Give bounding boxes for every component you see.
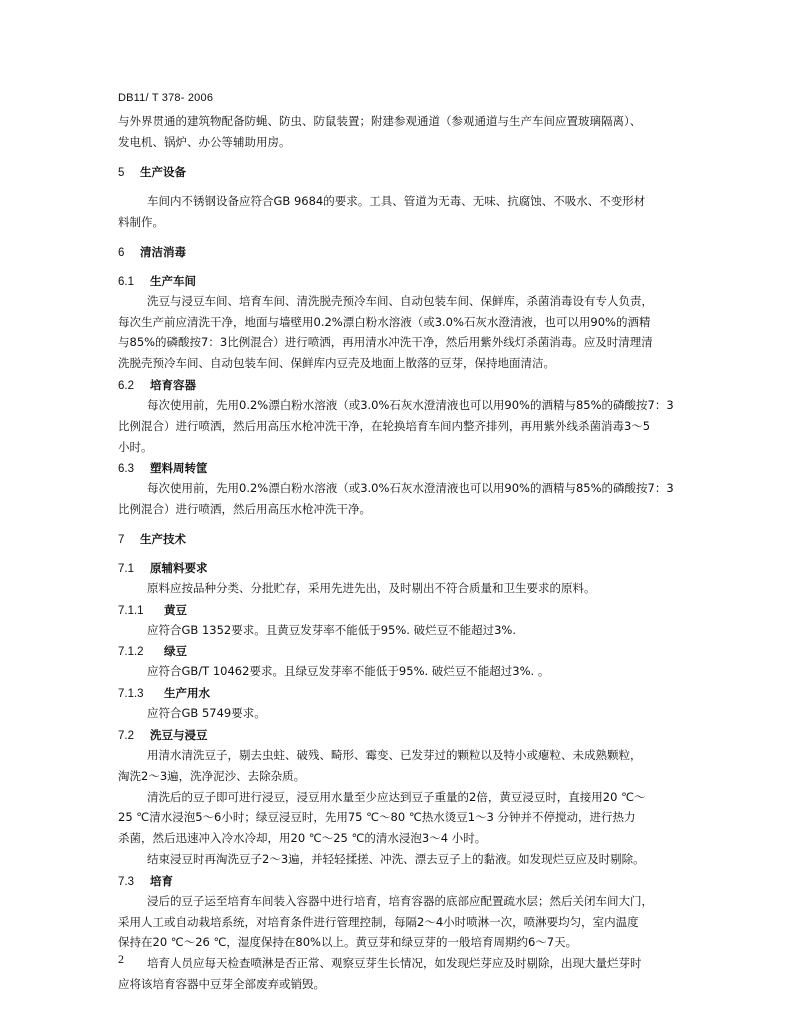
subsection-number: 6.2 [118,379,134,392]
subsection-title: 原辅料要求 [150,560,208,575]
paragraph-line: 保持在20 ℃～26 ℃，湿度保持在80%以上。黄豆芽和绿豆芽的一般培育周期约6～7天。 [118,935,578,950]
section-heading-7 [118,529,700,551]
subsection-title: 生产车间 [150,273,196,288]
section-title: 生产设备 [140,164,186,179]
section-title: 生产技术 [140,531,186,546]
subsubsection-heading-7-1-3 [118,684,700,703]
subsubsection-number: 7.1.2 [118,646,144,659]
section-heading-6 [118,242,700,264]
section-number: 6 [118,246,125,259]
paragraph-line: 发电机、锅炉、办公等辅助用房。 [118,134,291,149]
section-number: 5 [118,166,125,179]
subsubsection-title: 黄豆 [164,602,187,617]
subsection-title: 培育容器 [150,377,196,392]
paragraph-line: 原料应按品种分类、分批贮存，采用先进先出，及时剔出不符合质量和卫生要求的原料。 [147,580,596,595]
paragraph-line: 清洗后的豆子即可进行浸豆，浸豆用水量至少应达到豆子重量的2倍，黄豆浸豆时，直接用20 ℃～ [147,789,646,804]
subsubsection-number: 7.1.1 [118,604,144,617]
paragraph-line: 洗豆与浸豆车间、培育车间、清洗脱壳预冷车间、自动包装车间、保鲜库，杀菌消毒设有专人负责， [147,293,653,308]
page-number: 2 [118,952,124,966]
subsubsection-heading-7-1-2 [118,642,700,661]
subsection-title: 塑料周转筐 [150,461,208,476]
subsection-heading-6-1 [118,272,700,291]
subsection-title: 培育 [150,873,173,888]
paragraph-line: 应符合GB 5749要求。 [147,706,266,721]
paragraph-line: 车间内不锈钢设备应符合GB 9684的要求。工具、管道为无毒、无味、抗腐蚀、不吸水、不变形材 [147,194,646,209]
subsection-number: 7.1 [118,562,134,575]
subsection-heading-7-1 [118,559,700,578]
subsection-heading-7-3 [118,872,700,891]
section-number: 7 [118,533,125,546]
paragraph-line: 每次生产前应清洗干净，地面与墙壁用0.2%漂白粉水溶液（或3.0%石灰水澄清液，也可以用90%的酒精 [118,314,651,329]
subsection-number: 7.2 [118,729,134,742]
paragraph-line: 淘洗2～3遍，洗净泥沙、去除杂质。 [118,768,306,783]
paragraph-line: 浸后的豆子运至培育车间装入容器中进行培育，培育容器的底部应配置疏水层；然后关闭车间大门， [147,893,653,908]
subsection-number: 7.3 [118,875,134,888]
subsubsection-number: 7.1.3 [118,688,144,701]
paragraph-line: 比例混合）进行喷洒，然后用高压水枪冲洗干净。 [118,502,371,517]
paragraph-line: 比例混合）进行喷洒，然后用高压水枪冲洗干净，在轮换培育车间内整齐排列，再用紫外线杀菌消毒3～5 [118,418,651,433]
subsection-number: 6.1 [118,275,134,288]
paragraph-line: 与外界贯通的建筑物配备防蝇、防虫、防鼠装置；附建参观通道（参观通道与生产车间应置玻璃隔离）、 [118,114,642,128]
subsection-heading-7-2 [118,726,700,745]
paragraph-line: 杀菌，然后迅速冲入冷水冷却，用20 ℃～25 ℃的清水浸泡3～4 小时。 [118,831,487,846]
paragraph-line: 应符合GB 1352要求。且黄豆发芽率不能低于95%. 破烂豆不能超过3%. [147,622,516,637]
subsubsection-heading-7-1-1 [118,601,700,620]
paragraph-line: 与85%的磷酸按7：3比例混合）进行喷洒，再用清水冲洗干净，然后用紫外线灯杀菌消毒。应及时清理清 [118,335,653,350]
subsection-number: 6.3 [118,463,134,476]
document-body [118,111,700,995]
paragraph-line: 每次使用前，先用0.2%漂白粉水溶液（或3.0%石灰水澄清液也可以用90%的酒精与85%的磷酸按7：3 [147,397,674,412]
paragraph-line: 结束浸豆时再淘洗豆子2～3遍，并轻轻揉搓、冲洗、漂去豆子上的黏液。如发现烂豆应及时剔除。 [147,851,645,866]
subsubsection-title: 绿豆 [164,644,187,659]
subsection-heading-6-2 [118,376,700,395]
subsubsection-title: 生产用水 [164,686,210,701]
subsection-heading-6-3 [118,459,700,478]
section-title: 清洁消毒 [140,244,186,259]
paragraph-line: 采用人工或自动栽培系统，对培育条件进行管理控制，每隔2～4小时喷淋一次，喷淋要均匀，室内温度 [118,914,639,929]
document-code: DB11/ T 378- 2006 [118,92,214,104]
paragraph-line: 用清水清洗豆子，剔去虫蛀、破残、畸形、霉变、已发芽过的颗粒以及特小或瘪粒、未成熟颗粒， [147,747,642,762]
paragraph-line: 小时。 [118,439,153,454]
paragraph-line: 每次使用前，先用0.2%漂白粉水溶液（或3.0%石灰水澄清液也可以用90%的酒精与85%的磷酸按7：3 [147,481,674,496]
paragraph-line: 应符合GB/T 10462要求。且绿豆发芽率不能低于95%. 破烂豆不能超过3%. 。 [147,664,550,679]
paragraph-line: 应将该培育容器中豆芽全部废弃或销毁。 [118,976,325,991]
subsection-title: 洗豆与浸豆 [150,727,208,742]
paragraph-line: 培育人员应每天检查喷淋是否正常、观察豆芽生长情况，如发现烂芽应及时剔除，出现大量烂芽时 [147,956,642,971]
section-heading-5 [118,162,700,184]
paragraph-line: 料制作。 [118,215,164,230]
paragraph-line: 25 ℃清水浸泡5～6小时；绿豆浸豆时，先用75 ℃～80 ℃热水烫豆1～3 分钟并不停搅动，进行热力 [118,810,636,825]
paragraph-line: 洗脱壳预冷车间、自动包装车间、保鲜库内豆壳及地面上散落的豆芽，保持地面清洁。 [118,356,555,371]
